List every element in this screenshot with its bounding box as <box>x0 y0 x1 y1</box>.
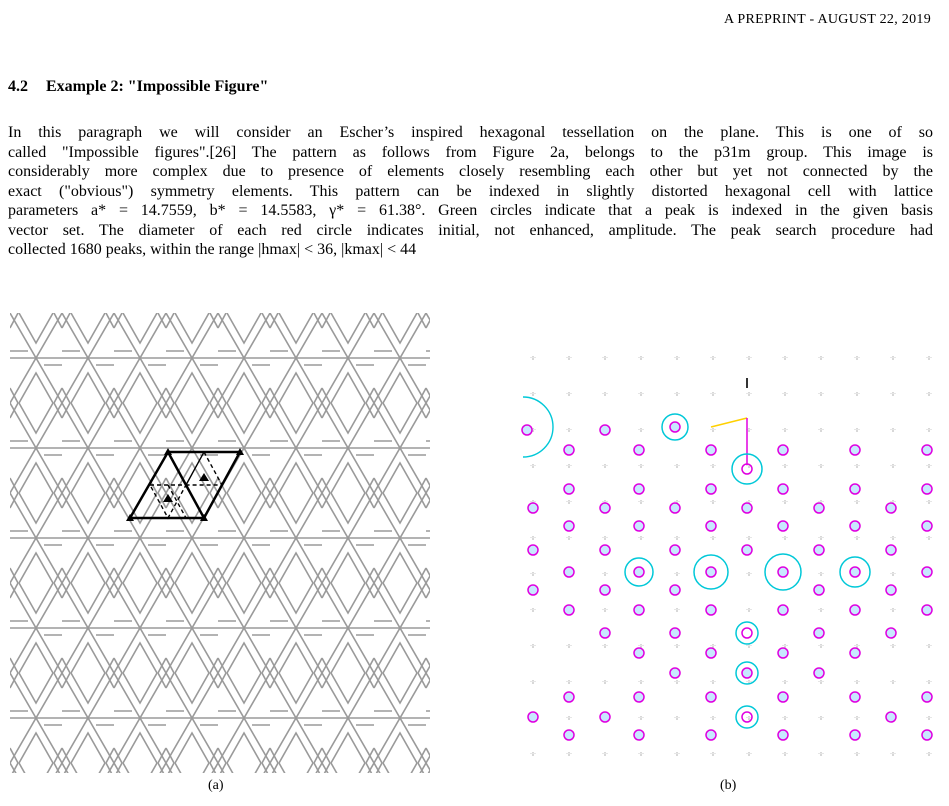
peak-search-figure <box>515 340 940 765</box>
peak-marker <box>634 445 644 455</box>
peak-marker <box>886 712 896 722</box>
paragraph-line: considerably more complex due to presence of elements closely resembling each other but yet not connected by the <box>8 163 933 180</box>
peak-marker <box>634 648 644 658</box>
peak-marker <box>634 692 644 702</box>
peak-marker <box>886 628 896 638</box>
peak-marker <box>850 648 860 658</box>
peak-marker <box>742 503 752 513</box>
peak-marker <box>886 503 896 513</box>
peak-marker <box>670 545 680 555</box>
peak-marker <box>850 730 860 740</box>
peak-marker <box>778 484 788 494</box>
paragraph-line: called "Impossible figures".[26] The pattern as follows from Figure 2a, belongs to the p31m group. This image is <box>8 143 933 161</box>
peak-marker <box>742 668 752 678</box>
peak-marker <box>850 567 860 577</box>
peak-marker <box>670 585 680 595</box>
peak-marker <box>778 567 788 577</box>
peak-marker <box>922 692 932 702</box>
peak-marker <box>778 648 788 658</box>
peak-marker <box>814 545 824 555</box>
peak-marker <box>670 628 680 638</box>
peak-marker <box>850 521 860 531</box>
peak-marker <box>706 445 716 455</box>
peak-marker <box>850 484 860 494</box>
peak-marker <box>922 567 932 577</box>
peak-marker <box>600 628 610 638</box>
paragraph-line: In this paragraph we will consider an Escher’s inspired hexagonal tessellation on the plane. This is one of so <box>8 124 933 141</box>
peak-marker <box>886 545 896 555</box>
figure-caption-b: (b) <box>720 778 737 793</box>
body-paragraph <box>8 123 933 260</box>
peak-marker <box>670 422 680 432</box>
peak-marker <box>670 503 680 513</box>
peak-marker <box>706 648 716 658</box>
peak-marker <box>706 692 716 702</box>
peak-marker <box>528 503 538 513</box>
paragraph-line: vector set. The diameter of each red circle indicates initial, not enhanced, amplitude. The peak search procedure had <box>8 221 933 239</box>
peak-marker <box>564 484 574 494</box>
peak-marker <box>634 605 644 615</box>
peak-marker <box>706 521 716 531</box>
peak-marker <box>564 521 574 531</box>
peak-marker <box>564 605 574 615</box>
peak-marker <box>634 730 644 740</box>
peak-marker <box>922 521 932 531</box>
peak-marker <box>564 730 574 740</box>
peak-marker <box>814 668 824 678</box>
peak-marker <box>706 730 716 740</box>
peak-marker <box>600 425 610 435</box>
figure-caption-a: (a) <box>208 778 224 793</box>
peak-marker <box>850 692 860 702</box>
peak-marker <box>706 567 716 577</box>
peak-marker <box>706 605 716 615</box>
tessellation-pattern <box>10 313 430 773</box>
peak-marker <box>706 484 716 494</box>
peak-marker <box>564 567 574 577</box>
peak-marker <box>634 521 644 531</box>
peak-marker <box>922 484 932 494</box>
peak-marker <box>528 545 538 555</box>
peak-marker <box>528 585 538 595</box>
paragraph-line: collected 1680 peaks, within the range |hmax| < 36, |kmax| < 44 <box>8 241 417 258</box>
peak-marker <box>742 545 752 555</box>
peak-marker <box>778 605 788 615</box>
peak-marker <box>778 730 788 740</box>
peak-marker <box>778 692 788 702</box>
peak-marker <box>670 668 680 678</box>
section-title: Example 2: "Impossible Figure" <box>46 78 269 95</box>
section-heading <box>8 78 268 96</box>
peak-marker <box>600 545 610 555</box>
peak-marker <box>634 484 644 494</box>
peak-marker <box>922 445 932 455</box>
peak-marker <box>564 692 574 702</box>
section-number: 4.2 <box>8 78 28 95</box>
peak-marker <box>922 730 932 740</box>
peak-marker <box>850 445 860 455</box>
tessellation-figure <box>10 313 430 773</box>
peak-marker <box>564 445 574 455</box>
peak-marker <box>528 712 538 722</box>
peak-marker <box>886 585 896 595</box>
peak-marker <box>778 445 788 455</box>
peak-marker <box>778 521 788 531</box>
peak-marker <box>522 425 532 435</box>
peak-marker <box>814 503 824 513</box>
peak-marker <box>814 628 824 638</box>
peak-marker <box>634 567 644 577</box>
running-header: A PREPRINT - AUGUST 22, 2019 <box>723 12 931 27</box>
diffraction-background <box>515 340 940 765</box>
peak-marker <box>600 585 610 595</box>
peak-marker <box>850 605 860 615</box>
peak-marker <box>922 605 932 615</box>
paragraph-line: parameters a* = 14.7559, b* = 14.5583, γ* = 61.38°. Green circles indicate that a peak is indexed in the given basis <box>8 202 933 219</box>
paragraph-line: exact ("obvious") symmetry elements. This pattern can be indexed in slightly distorted hexagonal cell with lattice <box>8 182 933 200</box>
peak-marker <box>600 503 610 513</box>
peak-marker <box>600 712 610 722</box>
peak-marker <box>814 585 824 595</box>
